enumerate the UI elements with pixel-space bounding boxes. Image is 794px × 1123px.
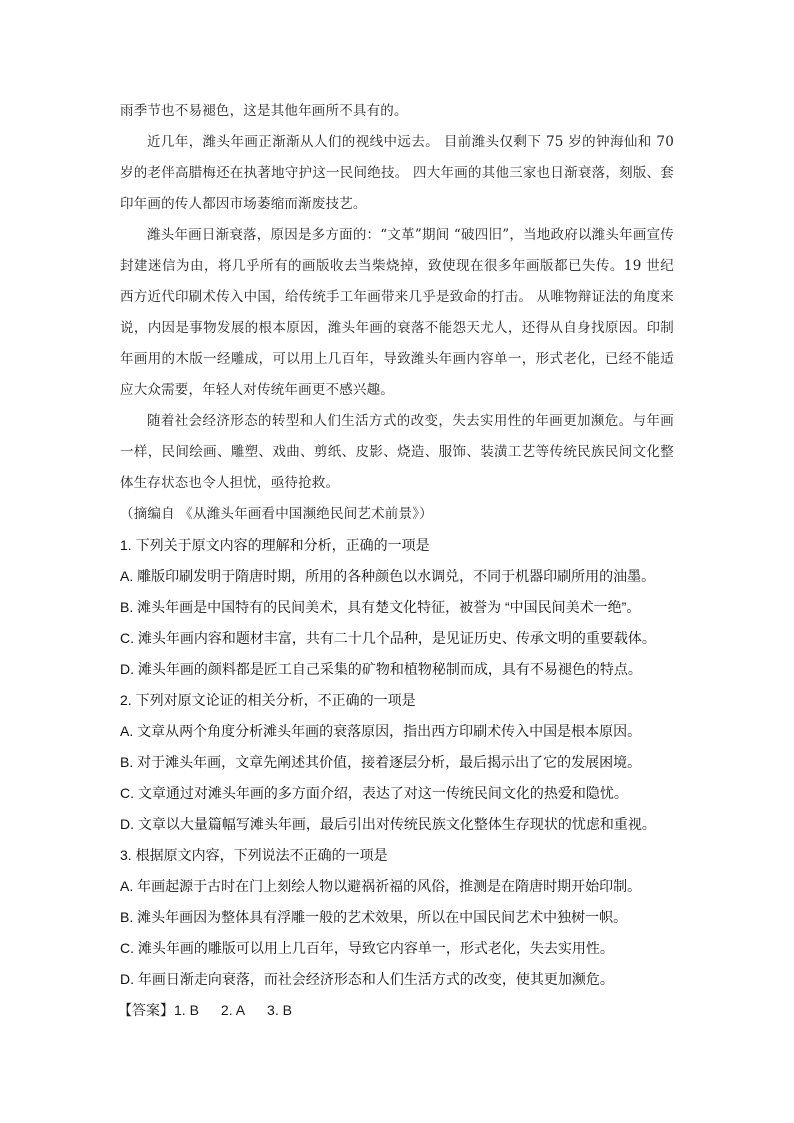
question-1-stem: 1. 下列关于原文内容的理解和分析，正确的一项是	[120, 537, 430, 553]
questions	[120, 530, 674, 995]
passage	[120, 96, 674, 530]
answer-line	[118, 995, 674, 1026]
question-1-option-c: C. 滩头年画内容和题材丰富，共有二十几个品种，是见证历史、传承文明的重要载体。	[120, 630, 656, 646]
question-3-option-a: A. 年画起源于古时在门上刻绘人物以避祸祈福的风俗，推测是在隋唐时期开始印制。	[120, 878, 642, 894]
question-2	[120, 685, 674, 840]
question-3-option-c: C. 滩头年画的雕版可以用上几百年，导致它内容单一，形式老化，失去实用性。	[120, 940, 614, 956]
answer-3: 3. B	[267, 1002, 292, 1018]
passage-source: （摘编自 《从潍头年画看中国濒绝民间艺术前景》）	[120, 506, 433, 522]
question-2-stem: 2. 下列对原文论证的相关分析，不正确的一项是	[120, 692, 416, 708]
answer-1: 1. B	[174, 1002, 199, 1018]
question-1-option-a: A. 雕版印刷发明于隋唐时期，所用的各种颜色以水调兑，不同于机器印刷所用的油墨。	[120, 568, 656, 584]
passage-paragraph-2: 潍头年画日渐衰落，原因是多方面的：“文革”期间 “破四旧”，当地政府以潍头年画宣传封建迷信为由，将几乎所有的画版收去当柴烧掉，致使现在很多年画版都已失传。19 世纪西方近代印刷术传入中国，给传统手工年画带来几乎是致命的打击。 从唯物辩证法的角度来说，内因是事物发展的根本原因，潍头年画的衰落不能怨天尤人，还得从自身找原因。印制年画用的木版一经雕成，可以用上几百年，导致潍头年画内容单一，形式老化，已经不能适应大众需要，年轻人对传统年画更不感兴趣。	[120, 227, 674, 398]
question-3-option-d: D. 年画日渐走向衰落，而社会经济形态和人们生活方式的改变，使其更加濒危。	[120, 971, 614, 987]
passage-paragraph-0: 雨季节也不易褪色，这是其他年画所不具有的。	[120, 103, 408, 119]
question-2-option-a: A. 文章从两个角度分析滩头年画的衰落原因，指出西方印刷术传入中国是根本原因。	[120, 723, 642, 739]
answer-2: 2. A	[220, 1002, 246, 1018]
question-1-option-d: D. 滩头年画的颜料都是匠工自己采集的矿物和植物秘制而成，具有不易褪色的特点。	[120, 661, 642, 677]
answer-label: 【答案】	[118, 1002, 174, 1018]
question-3	[120, 840, 674, 995]
question-2-option-c: C. 文章通过对滩头年画的多方面介绍，表达了对这一传统民间文化的热爱和隐忧。	[120, 785, 628, 801]
passage-paragraph-1: 近几年，潍头年画正渐渐从人们的视线中远去。 目前潍头仅剩下 75 岁的钟海仙和 70 岁的老伴高腊梅还在执著地守护这一民间绝技。 四大年画的其他三家也日渐衰落，刻版、套印年画的传人都因市场萎缩而渐废技艺。	[120, 134, 674, 212]
question-3-option-b: B. 滩头年画因为整体具有浮雕一般的艺术效果，所以在中国民间艺术中独树一帜。	[120, 909, 628, 925]
question-1-option-b: B. 滩头年画是中国特有的民间美术，具有楚文化特征，被誉为 “中国民间美术一绝”。	[120, 599, 641, 615]
question-1	[120, 530, 674, 685]
question-3-stem: 3. 根据原文内容，下列说法不正确的一项是	[120, 847, 388, 863]
passage-paragraph-3: 随着社会经济形态的转型和人们生活方式的改变，失去实用性的年画更加濒危。与年画一样，民间绘画、雕塑、戏曲、剪纸、皮影、烧造、服饰、装潢工艺等传统民族民间文化整体生存状态也令人担忧，亟待抢救。	[120, 413, 674, 491]
question-2-option-b: B. 对于滩头年画，文章先阐述其价值，接着逐层分析，最后揭示出了它的发展困境。	[120, 754, 642, 770]
question-2-option-d: D. 文章以大量篇幅写滩头年画，最后引出对传统民族文化整体生存现状的忧虑和重视。	[120, 816, 656, 832]
